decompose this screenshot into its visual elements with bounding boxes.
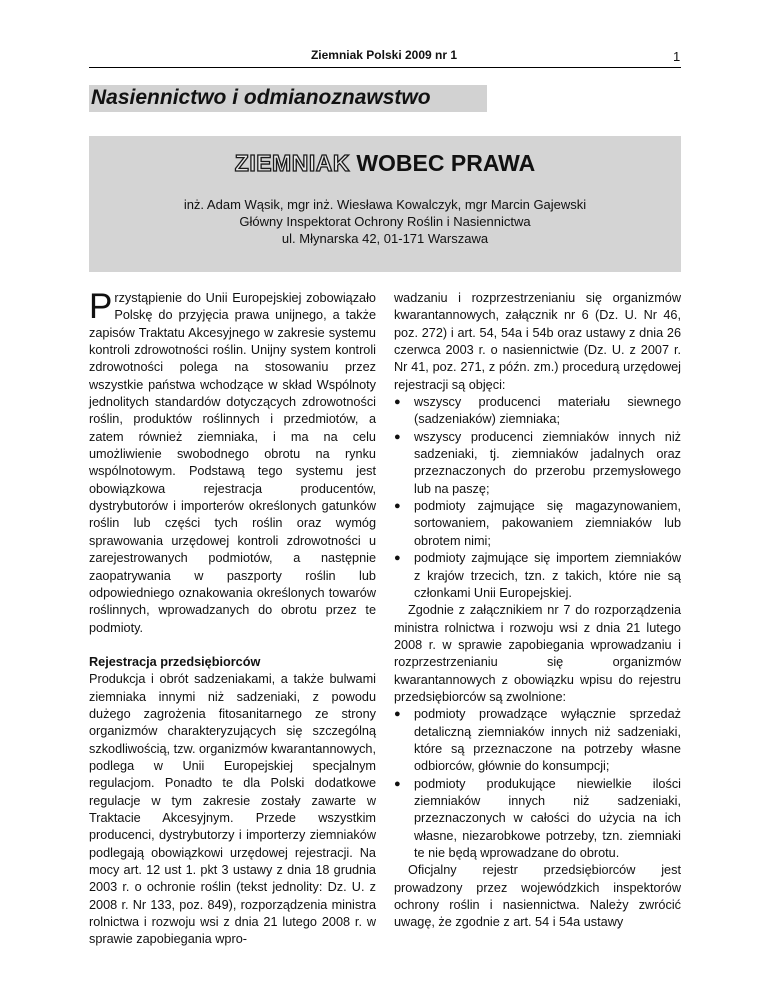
section-label [89, 85, 487, 112]
body-paragraph: Oficjalny rejestr przedsiębiorców jest prowadzony przez wojewódzkich inspektorów ochrony roślin i nasiennictwa. Należy zwrócić uwagę, że zgodnie z art. 54 i 54a ustawy [394, 863, 681, 930]
bullet-icon: ● [394, 500, 401, 513]
affiliation: Główny Inspektorat Ochrony Roślin i Nasiennictwa [239, 214, 531, 229]
bullet-icon: ● [394, 396, 401, 409]
author-block [89, 196, 681, 247]
list-item: ● podmioty zajmujące się importem ziemniaków z krajów trzecich, tzn. z takich, które nie są członkami Unii Europejskiej. [394, 551, 681, 600]
bullet-icon: ● [394, 777, 401, 790]
bullet-icon: ● [394, 552, 401, 565]
bullet-icon: ● [394, 708, 401, 721]
article-title-outlined: ZIEMNIAK [234, 150, 350, 176]
subheading: Rejestracja przedsiębiorców [89, 654, 261, 669]
list-item: ● podmioty prowadzące wyłącznie sprzedaż detaliczną ziemniaków innych niż sadzeniaki, które są przeznaczone na potrzeby własne odbiorców, głównie do konsumpcji; [394, 707, 681, 774]
header-rule [89, 67, 681, 68]
article-title-rest: WOBEC PRAWA [349, 150, 536, 176]
exemption-list [394, 706, 681, 862]
intro-paragraph [89, 287, 376, 637]
article-title [89, 150, 681, 177]
left-column [89, 287, 376, 949]
body-paragraph: Zgodnie z załącznikiem nr 7 do rozporządzenia ministra rolnictwa i rozwoju wsi z dnia 21 lutego 2008 r. w sprawie zapobiegania wprowadzaniu i rozprzestrzenianiu się organizmów kwarantannowych z obowiązku wpisu do rejestru przedsiębiorców są zwolnione: [394, 603, 681, 704]
bullet-icon: ● [394, 430, 401, 443]
drop-cap: P [89, 287, 113, 326]
section-label-text: Nasiennictwo i odmianoznawstwo [91, 86, 431, 109]
list-item: ● wszyscy producenci ziemniaków innych niż sadzeniaki, tj. ziemniaków jadalnych oraz przeznaczonych do przerobu przemysłowego lub na paszę; [394, 429, 681, 496]
list-item: ● wszyscy producenci materiału siewnego (sadzeniaków) ziemniaka; [394, 395, 681, 427]
page-number: 1 [673, 49, 681, 64]
intro-text: rzystąpienie do Unii Europejskiej zobowiązało Polskę do przyjęcia prawa unijnego, a także zapisów Traktatu Akcesyjnego w zakresie systemu kontroli zdrowotności roślin. Unijny system kontroli zdrowotności polega na stosowaniu przez wszystkie państwa wchodzące w skład Wspólnoty jednolitych standardów dotyczących zdrowotności roślin, produktów roślinnych i przedmiotów, a zatem również ziemniaka, i ma na celu umożliwienie swobodnego obrotu na rynku wspólnotowym. Podstawą tego systemu jest obowiązkowa rejestracja producentów, dystrybutorów i importerów określonych gatunków roślin lub części tych roślin oraz wymóg sprawowania urzędowej kontroli zdrowotności u zarejestrowanych podmiotów, a następnie zaopatrywania w paszporty roślin lub odpowiedniego oznakowania określonych towarów roślinnych, wprowadzanych do obrotu przez te podmioty. [89, 291, 376, 635]
body-paragraph: Produkcja i obrót sadzeniakami, a także bulwami ziemniaka innymi niż sadzeniaki, z powodu dużego zagrożenia fitosanitarnego ze strony organizmów charakteryzujących się szczególną szkodliwością, tzw. organizmów kwarantannowych, podlega w Unii Europejskiej specjalnym regulacjom. Ponadto te dla Polski dodatkowe regulacje w tym zakresie zostały zawarte w Traktacie Akcesyjnym. Przede wszystkim producenci, dystrybutorzy i importerzy ziemniaków podlegają obowiązkowi urzędowej rejestracji. Na mocy art. 12 ust 1. pkt 3 ustawy z dnia 18 grudnia 2003 r. o ochronie roślin (tekst jednolity: Dz. U. z 2008 r. Nr 133, poz. 849), rozporządzenia ministra rolnictwa i rozwoju wsi z dnia 21 lutego 2008 r. w sprawie zapobiegania wpro- [89, 672, 376, 947]
list-item: ● podmioty produkujące niewielkie ilości ziemniaków innych niż sadzeniaki, przeznaczonych w całości do użycia na ich własne, niezarobkowe potrzeby, tzn. ziemniaki te nie będą wprowadzane do obrotu. [394, 776, 681, 860]
body-paragraph: wadzaniu i rozprzestrzenianiu się organizmów kwarantannowych, załącznik nr 6 (Dz. U. Nr 46, poz. 272) i art. 54, 54a i 54b oraz ustawy z dnia 26 czerwca 2003 r. o nasiennictwie (Dz. U. z 2007 r. Nr 41, poz. 271, z późn. zm.) procedurą urzędowej rejestracji są objęci: [394, 291, 681, 392]
authors: inż. Adam Wąsik, mgr inż. Wiesława Kowalczyk, mgr Marcin Gajewski [183, 197, 587, 212]
address: ul. Młynarska 42, 01-171 Warszawa [281, 231, 489, 246]
right-column [394, 290, 681, 932]
journal-header: Ziemniak Polski 2009 nr 1 [310, 48, 458, 62]
list-item: ● podmioty zajmujące się magazynowaniem, sortowaniem, pakowaniem ziemniaków lub obrotem nimi; [394, 499, 681, 548]
registration-list [394, 394, 681, 602]
